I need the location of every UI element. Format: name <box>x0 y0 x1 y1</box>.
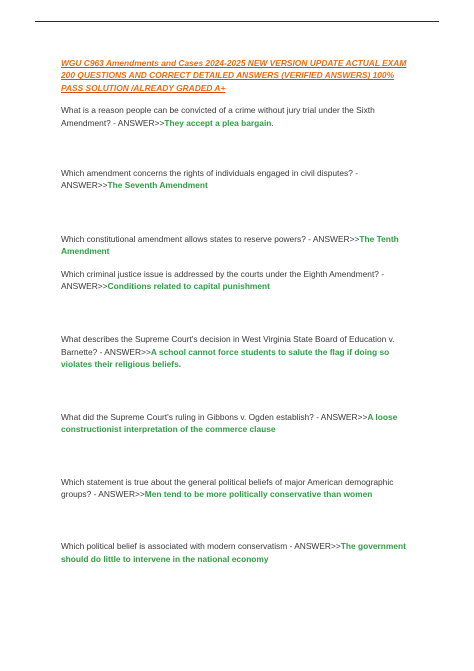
qa-item <box>61 167 413 192</box>
qa-item <box>61 476 413 501</box>
qa-item <box>61 333 413 370</box>
answer-text: A school cannot force students to salute the flag if doing so violates their religious beliefs. <box>61 346 390 370</box>
answer-marker: - ANSWER>> <box>313 411 368 422</box>
answer-marker: - ANSWER>> <box>61 268 385 292</box>
question-text: Which statement is true about the general political beliefs of major American demographic groups? <box>61 476 394 499</box>
answer-marker: - ANSWER>> <box>110 117 165 128</box>
question-text: Which criminal justice issue is addressed by the courts under the Eighth Amendment? <box>61 268 379 279</box>
qa-item <box>61 540 413 565</box>
answer-text: The Tenth Amendment <box>61 233 399 257</box>
qa-item <box>61 411 413 436</box>
document-page <box>61 57 413 565</box>
answer-marker: - ANSWER>> <box>305 233 360 244</box>
answer-marker: - ANSWER>> <box>97 346 151 357</box>
question-text: What describes the Supreme Court's decision in West Virginia State Board of Education v. Barnette? <box>61 334 395 357</box>
qa-item <box>61 268 413 293</box>
question-text: Which political belief is associated with modern conservatism <box>61 541 288 552</box>
answer-marker: - ANSWER>> <box>61 168 359 191</box>
answer-trailing: . <box>271 117 274 128</box>
question-text: Which amendment concerns the rights of individuals engaged in civil disputes? <box>61 168 353 179</box>
answer-text: The Seventh Amendment <box>107 180 208 191</box>
answer-text: Men tend to be more politically conservative than women <box>144 488 373 499</box>
answer-marker: - ANSWER>> <box>91 488 145 499</box>
header-rule <box>35 21 439 22</box>
answer-text: They accept a plea bargain <box>164 117 272 128</box>
qa-item <box>61 104 413 129</box>
answer-text: Conditions related to capital punishment <box>107 281 270 292</box>
answer-text: A loose constructionist interpretation of the commerce clause <box>61 411 398 435</box>
answer-text: The government should do little to intervene in the national economy <box>61 541 406 564</box>
answer-marker: - ANSWER>> <box>287 541 341 552</box>
qa-item <box>61 233 413 258</box>
document-title: WGU C963 Amendments and Cases 2024-2025 NEW VERSION UPDATE ACTUAL EXAM 200 QUESTIONS AND CORRECT DETAILED ANSWERS (VERIFIED ANSWERS) 100% PASS SOLUTION /ALREADY GRADED A+ <box>61 58 407 93</box>
question-text: What did the Supreme Court's ruling in Gibbons v. Ogden establish? <box>61 411 314 422</box>
question-text: What is a reason people can be convicted of a crime without jury trial under the Sixth Amendment? <box>61 105 375 128</box>
question-text: Which constitutional amendment allows states to reserve powers? <box>61 233 306 244</box>
